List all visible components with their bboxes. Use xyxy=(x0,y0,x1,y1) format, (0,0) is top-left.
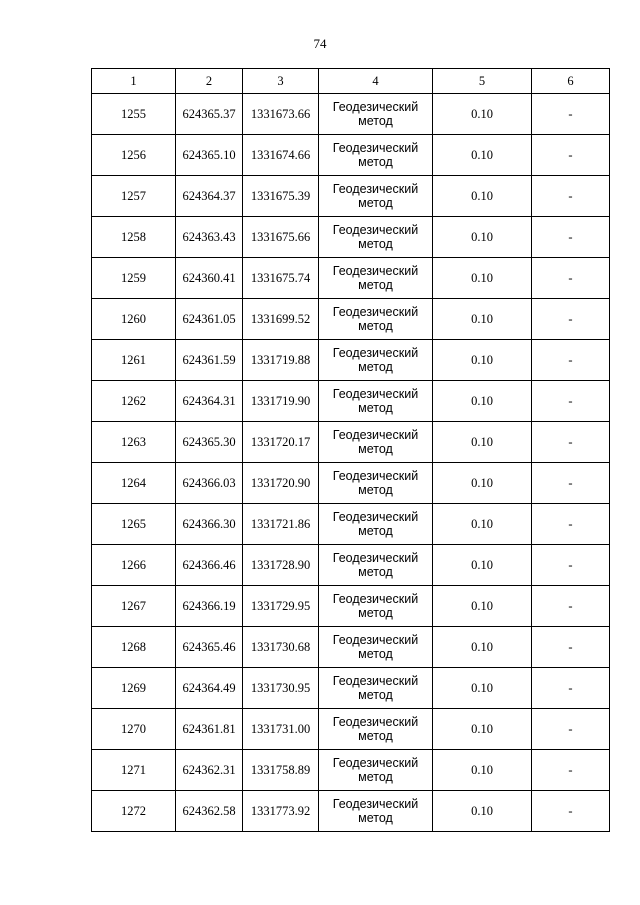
y-coordinate-cell: 1331674.66 xyxy=(243,135,319,176)
point-number-cell: 1266 xyxy=(92,545,176,586)
y-coordinate-cell: 1331675.74 xyxy=(243,258,319,299)
method-line-1: Геодезический xyxy=(332,469,419,483)
note-cell: - xyxy=(532,504,610,545)
table-header-row xyxy=(92,69,610,94)
y-coordinate-cell: 1331675.66 xyxy=(243,217,319,258)
method-line-2: метод xyxy=(358,688,393,702)
table-row xyxy=(92,709,610,750)
table-body xyxy=(92,94,610,832)
table-row xyxy=(92,586,610,627)
point-number-cell: 1258 xyxy=(92,217,176,258)
accuracy-cell: 0.10 xyxy=(433,750,532,791)
y-coordinate-cell: 1331730.68 xyxy=(243,627,319,668)
method-line-2: метод xyxy=(358,196,393,210)
method-line-2: метод xyxy=(358,524,393,538)
point-number-cell: 1261 xyxy=(92,340,176,381)
method-cell xyxy=(319,586,433,627)
accuracy-cell: 0.10 xyxy=(433,627,532,668)
table-row xyxy=(92,94,610,135)
page-number: 74 xyxy=(313,36,327,51)
accuracy-cell: 0.10 xyxy=(433,463,532,504)
method-line-2: метод xyxy=(358,278,393,292)
note-cell: - xyxy=(532,668,610,709)
x-coordinate-cell: 624360.41 xyxy=(176,258,243,299)
method-line-1: Геодезический xyxy=(332,797,419,811)
x-coordinate-cell: 624365.30 xyxy=(176,422,243,463)
method-cell xyxy=(319,258,433,299)
note-cell: - xyxy=(532,422,610,463)
method-line-2: метод xyxy=(358,401,393,415)
note-cell: - xyxy=(532,135,610,176)
method-cell xyxy=(319,340,433,381)
x-coordinate-cell: 624365.37 xyxy=(176,94,243,135)
method-line-1: Геодезический xyxy=(332,141,419,155)
point-number-cell: 1263 xyxy=(92,422,176,463)
note-cell: - xyxy=(532,463,610,504)
accuracy-cell: 0.10 xyxy=(433,135,532,176)
y-coordinate-cell: 1331675.39 xyxy=(243,176,319,217)
note-cell: - xyxy=(532,217,610,258)
note-cell: - xyxy=(532,340,610,381)
method-line-1: Геодезический xyxy=(332,715,419,729)
x-coordinate-cell: 624365.10 xyxy=(176,135,243,176)
table-row xyxy=(92,340,610,381)
column-header: 2 xyxy=(176,69,243,94)
note-cell: - xyxy=(532,586,610,627)
accuracy-cell: 0.10 xyxy=(433,586,532,627)
point-number-cell: 1265 xyxy=(92,504,176,545)
accuracy-cell: 0.10 xyxy=(433,340,532,381)
table-row xyxy=(92,627,610,668)
method-line-1: Геодезический xyxy=(332,428,419,442)
method-line-1: Геодезический xyxy=(332,264,419,278)
accuracy-cell: 0.10 xyxy=(433,94,532,135)
table-row xyxy=(92,258,610,299)
y-coordinate-cell: 1331720.17 xyxy=(243,422,319,463)
table-row xyxy=(92,668,610,709)
method-line-2: метод xyxy=(358,155,393,169)
x-coordinate-cell: 624364.31 xyxy=(176,381,243,422)
method-cell xyxy=(319,545,433,586)
method-line-2: метод xyxy=(358,606,393,620)
point-number-cell: 1256 xyxy=(92,135,176,176)
method-cell xyxy=(319,709,433,750)
method-cell xyxy=(319,299,433,340)
method-line-1: Геодезический xyxy=(332,305,419,319)
method-line-2: метод xyxy=(358,811,393,825)
y-coordinate-cell: 1331758.89 xyxy=(243,750,319,791)
point-number-cell: 1270 xyxy=(92,709,176,750)
accuracy-cell: 0.10 xyxy=(433,709,532,750)
accuracy-cell: 0.10 xyxy=(433,545,532,586)
point-number-cell: 1269 xyxy=(92,668,176,709)
method-cell xyxy=(319,176,433,217)
y-coordinate-cell: 1331729.95 xyxy=(243,586,319,627)
method-line-1: Геодезический xyxy=(332,346,419,360)
accuracy-cell: 0.10 xyxy=(433,791,532,832)
note-cell: - xyxy=(532,381,610,422)
note-cell: - xyxy=(532,750,610,791)
method-line-1: Геодезический xyxy=(332,674,419,688)
y-coordinate-cell: 1331719.90 xyxy=(243,381,319,422)
method-line-1: Геодезический xyxy=(332,756,419,770)
method-line-2: метод xyxy=(358,114,393,128)
note-cell: - xyxy=(532,709,610,750)
table-row xyxy=(92,463,610,504)
method-line-2: метод xyxy=(358,647,393,661)
point-number-cell: 1260 xyxy=(92,299,176,340)
method-cell xyxy=(319,381,433,422)
y-coordinate-cell: 1331730.95 xyxy=(243,668,319,709)
method-cell xyxy=(319,627,433,668)
table-row xyxy=(92,504,610,545)
note-cell: - xyxy=(532,545,610,586)
x-coordinate-cell: 624364.37 xyxy=(176,176,243,217)
method-line-2: метод xyxy=(358,442,393,456)
y-coordinate-cell: 1331728.90 xyxy=(243,545,319,586)
accuracy-cell: 0.10 xyxy=(433,258,532,299)
method-cell xyxy=(319,422,433,463)
method-cell xyxy=(319,463,433,504)
point-number-cell: 1255 xyxy=(92,94,176,135)
x-coordinate-cell: 624366.46 xyxy=(176,545,243,586)
x-coordinate-cell: 624366.30 xyxy=(176,504,243,545)
x-coordinate-cell: 624362.58 xyxy=(176,791,243,832)
method-cell xyxy=(319,217,433,258)
accuracy-cell: 0.10 xyxy=(433,217,532,258)
point-number-cell: 1268 xyxy=(92,627,176,668)
y-coordinate-cell: 1331773.92 xyxy=(243,791,319,832)
method-cell xyxy=(319,791,433,832)
method-line-2: метод xyxy=(358,319,393,333)
point-number-cell: 1272 xyxy=(92,791,176,832)
table-row xyxy=(92,217,610,258)
method-line-2: метод xyxy=(358,729,393,743)
x-coordinate-cell: 624366.03 xyxy=(176,463,243,504)
method-line-2: метод xyxy=(358,483,393,497)
table-row xyxy=(92,750,610,791)
table-row xyxy=(92,299,610,340)
method-cell xyxy=(319,135,433,176)
method-line-1: Геодезический xyxy=(332,223,419,237)
x-coordinate-cell: 624365.46 xyxy=(176,627,243,668)
point-number-cell: 1271 xyxy=(92,750,176,791)
note-cell: - xyxy=(532,627,610,668)
accuracy-cell: 0.10 xyxy=(433,422,532,463)
point-number-cell: 1264 xyxy=(92,463,176,504)
column-header: 5 xyxy=(433,69,532,94)
x-coordinate-cell: 624361.81 xyxy=(176,709,243,750)
method-line-1: Геодезический xyxy=(332,633,419,647)
point-number-cell: 1259 xyxy=(92,258,176,299)
table-row xyxy=(92,422,610,463)
table-row xyxy=(92,791,610,832)
accuracy-cell: 0.10 xyxy=(433,299,532,340)
table-row xyxy=(92,545,610,586)
column-header: 1 xyxy=(92,69,176,94)
x-coordinate-cell: 624361.59 xyxy=(176,340,243,381)
x-coordinate-cell: 624366.19 xyxy=(176,586,243,627)
column-header: 3 xyxy=(243,69,319,94)
method-line-2: метод xyxy=(358,360,393,374)
method-cell xyxy=(319,750,433,791)
y-coordinate-cell: 1331673.66 xyxy=(243,94,319,135)
method-line-1: Геодезический xyxy=(332,551,419,565)
method-line-1: Геодезический xyxy=(332,592,419,606)
accuracy-cell: 0.10 xyxy=(433,176,532,217)
method-line-2: метод xyxy=(358,237,393,251)
note-cell: - xyxy=(532,258,610,299)
method-cell xyxy=(319,668,433,709)
coordinates-table xyxy=(91,68,610,832)
table-row xyxy=(92,381,610,422)
y-coordinate-cell: 1331721.86 xyxy=(243,504,319,545)
method-line-1: Геодезический xyxy=(332,100,419,114)
accuracy-cell: 0.10 xyxy=(433,668,532,709)
point-number-cell: 1262 xyxy=(92,381,176,422)
x-coordinate-cell: 624364.49 xyxy=(176,668,243,709)
x-coordinate-cell: 624361.05 xyxy=(176,299,243,340)
y-coordinate-cell: 1331720.90 xyxy=(243,463,319,504)
x-coordinate-cell: 624362.31 xyxy=(176,750,243,791)
method-line-1: Геодезический xyxy=(332,387,419,401)
method-cell xyxy=(319,504,433,545)
method-line-2: метод xyxy=(358,565,393,579)
point-number-cell: 1267 xyxy=(92,586,176,627)
method-line-1: Геодезический xyxy=(332,510,419,524)
note-cell: - xyxy=(532,94,610,135)
column-header: 6 xyxy=(532,69,610,94)
accuracy-cell: 0.10 xyxy=(433,381,532,422)
method-cell xyxy=(319,94,433,135)
column-header: 4 xyxy=(319,69,433,94)
y-coordinate-cell: 1331731.00 xyxy=(243,709,319,750)
note-cell: - xyxy=(532,176,610,217)
table-row xyxy=(92,176,610,217)
table-row xyxy=(92,135,610,176)
x-coordinate-cell: 624363.43 xyxy=(176,217,243,258)
y-coordinate-cell: 1331699.52 xyxy=(243,299,319,340)
point-number-cell: 1257 xyxy=(92,176,176,217)
y-coordinate-cell: 1331719.88 xyxy=(243,340,319,381)
accuracy-cell: 0.10 xyxy=(433,504,532,545)
method-line-2: метод xyxy=(358,770,393,784)
note-cell: - xyxy=(532,791,610,832)
note-cell: - xyxy=(532,299,610,340)
method-line-1: Геодезический xyxy=(332,182,419,196)
